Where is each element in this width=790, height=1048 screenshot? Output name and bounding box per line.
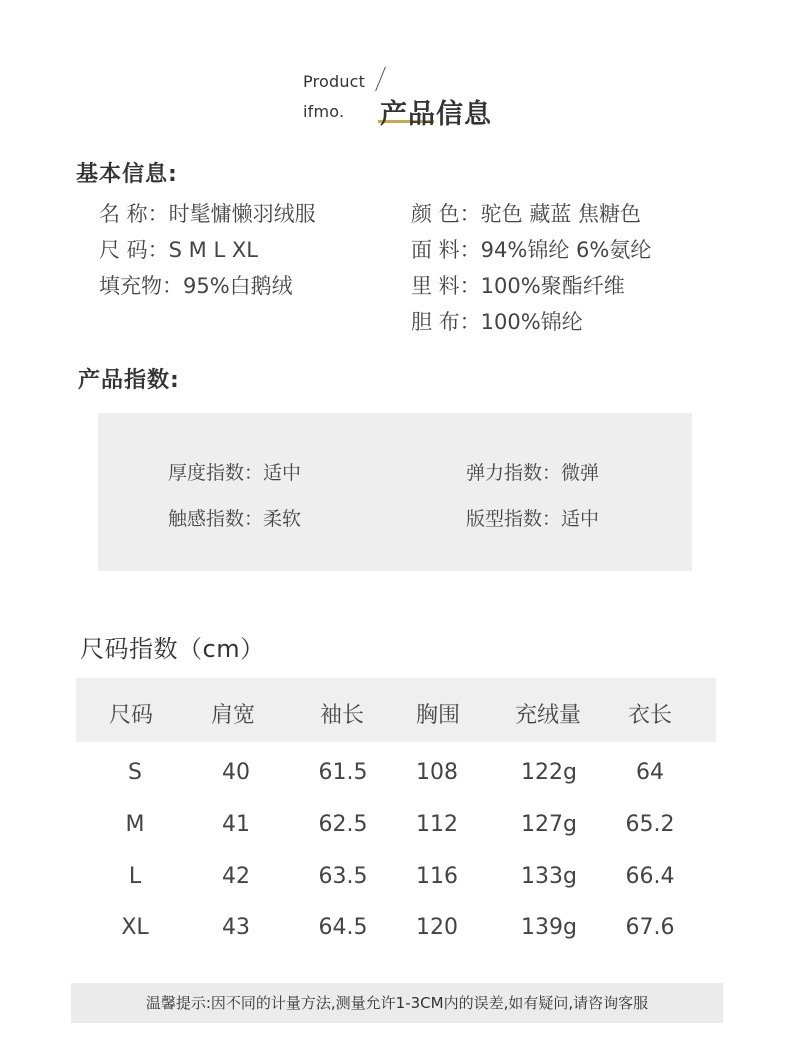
info-name: 名 称：时髦慵懒羽绒服 [99, 202, 316, 226]
index-touch: 触感指数：柔软 [168, 508, 302, 530]
table-cell: M [125, 812, 145, 837]
index-elasticity: 弹力指数：微弹 [466, 462, 600, 484]
size-chart-heading: 尺码指数（cm） [80, 635, 265, 663]
basic-info-heading: 基本信息: [76, 162, 178, 187]
table-cell: 42 [222, 864, 250, 889]
table-cell: 127g [521, 812, 577, 837]
table-cell: 64.5 [318, 915, 368, 940]
table-cell: 40 [222, 760, 250, 785]
info-lining: 里 料：100%聚酯纤维 [411, 274, 625, 298]
header-shoulder: 肩宽 [210, 703, 256, 728]
table-cell: L [128, 864, 142, 889]
english-title-line2: ifmo. [303, 102, 345, 121]
header-size: 尺码 [108, 703, 154, 728]
info-inner-fabric: 胆 布：100%锦纶 [411, 310, 583, 334]
table-cell: 61.5 [318, 760, 368, 785]
english-title-line1: Product [303, 72, 366, 91]
header-fill-weight: 充绒量 [514, 703, 582, 728]
index-fit: 版型指数：适中 [466, 508, 600, 530]
info-color: 颜 色：驼色 藏蓝 焦糖色 [411, 202, 642, 226]
product-index-panel [98, 413, 692, 571]
table-cell: 112 [416, 812, 458, 837]
table-cell: 41 [222, 812, 250, 837]
info-sizes: 尺 码：S M L XL [99, 238, 258, 262]
info-filling: 填充物：95%白鹅绒 [99, 274, 293, 298]
table-cell: 67.6 [625, 915, 675, 940]
product-index-heading: 产品指数: [78, 368, 180, 393]
table-cell: 65.2 [625, 812, 675, 837]
table-cell: 116 [416, 864, 458, 889]
index-thickness: 厚度指数：适中 [168, 462, 302, 484]
table-cell: 64 [636, 760, 664, 785]
table-cell: S [128, 760, 142, 785]
table-cell: 133g [521, 864, 577, 889]
table-cell: 62.5 [318, 812, 368, 837]
measurement-notice: 温馨提示:因不同的计量方法,测量允许1-3CM内的误差,如有疑问,请咨询客服 [71, 983, 723, 1023]
table-cell: 108 [416, 760, 458, 785]
table-cell: 122g [521, 760, 577, 785]
title-slash-divider [375, 67, 386, 91]
table-cell: 43 [222, 915, 250, 940]
table-cell: 120 [416, 915, 458, 940]
table-cell: 139g [521, 915, 577, 940]
table-cell: 66.4 [625, 864, 675, 889]
info-fabric: 面 料：94%锦纶 6%氨纶 [411, 238, 652, 262]
table-cell: XL [121, 915, 149, 940]
header-sleeve: 袖长 [319, 703, 365, 728]
header-chest: 胸围 [415, 703, 461, 728]
table-cell: 63.5 [318, 864, 368, 889]
size-table-header [76, 678, 716, 742]
header-length: 衣长 [627, 703, 673, 728]
page-title: 产品信息 [380, 99, 492, 130]
